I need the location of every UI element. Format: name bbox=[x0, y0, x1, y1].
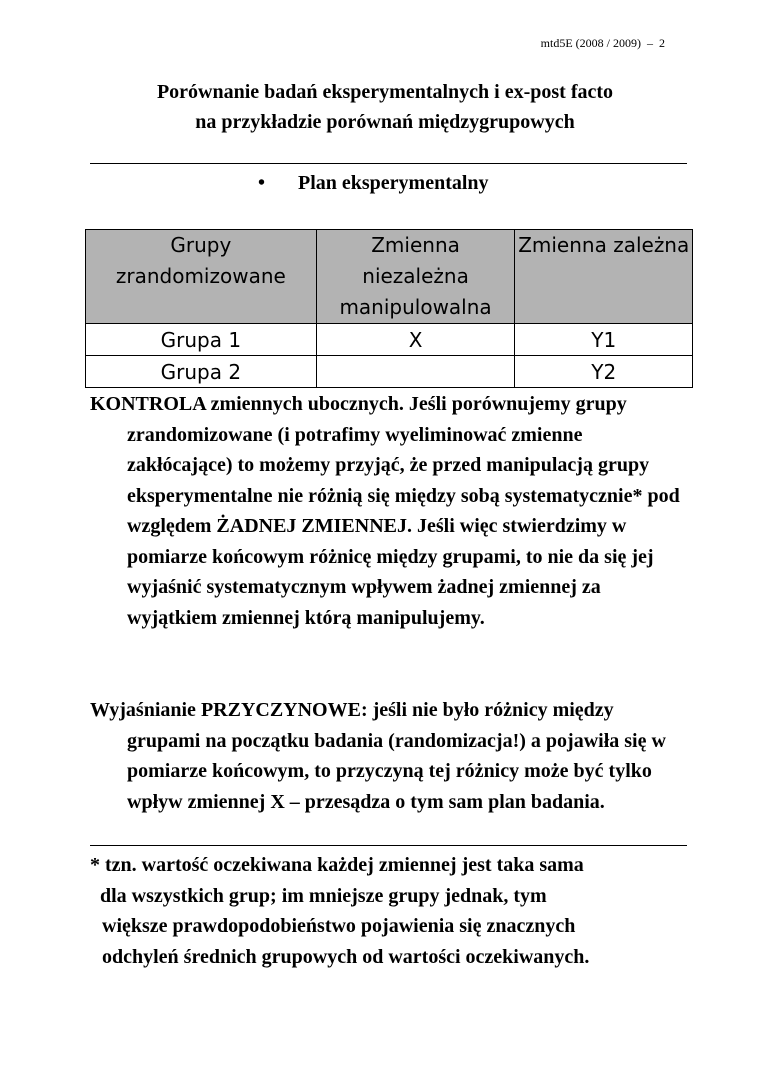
footnote-line-4: odchyleń średnich grupowych od wartości oczekiwanych. bbox=[102, 945, 590, 968]
divider-footnote bbox=[90, 845, 687, 846]
table-row bbox=[86, 356, 693, 388]
header-groups: Grupy zrandomizowane bbox=[86, 230, 317, 324]
causal-paragraph bbox=[90, 695, 690, 817]
header-independent-variable: Zmienna niezależna manipulowalna bbox=[316, 230, 515, 324]
experimental-plan-table bbox=[85, 229, 693, 388]
footnote-line-2: dla wszystkich grup; im mniejsze grupy jednak, tym bbox=[100, 884, 547, 907]
header-dependent-variable: Zmienna zależna bbox=[515, 230, 693, 324]
page-header bbox=[541, 36, 665, 51]
title-line-1: Porównanie badań eksperymentalnych i ex-post facto bbox=[156, 81, 614, 103]
control-paragraph bbox=[90, 389, 690, 633]
table-cell: X bbox=[316, 324, 515, 356]
table-cell bbox=[316, 356, 515, 388]
page-title bbox=[0, 77, 760, 137]
table-header-row bbox=[86, 230, 693, 324]
section-heading bbox=[258, 172, 489, 195]
causal-paragraph-text: Wyjaśnianie PRZYCZYNOWE: jeśli nie było różnicy między grupami na początku badania (randomizacja!) a pojawiła się w pomiarze końcowym, to przyczyną tej różnicy może być tylko wpływ zmiennej X – przesądza o tym sam plan badania. bbox=[90, 699, 666, 813]
footnote-line-1: * tzn. wartość oczekiwana każdej zmiennej jest taka sama bbox=[90, 854, 584, 876]
page-number: 2 bbox=[659, 36, 665, 50]
table-cell: Grupa 2 bbox=[86, 356, 317, 388]
table-row bbox=[86, 324, 693, 356]
footnote-line-3: większe prawdopodobieństwo pojawienia się znacznych bbox=[102, 915, 576, 937]
divider-top bbox=[90, 163, 687, 164]
control-paragraph-text: KONTROLA zmiennych ubocznych. Jeśli porównujemy grupy zrandomizowane (i potrafimy wyeliminować zmienne zakłócające) to możemy przyjąć, że przed manipulacją grupy eksperymentalne nie różnią się między sobą systematycznie* pod względem ŻADNEJ ZMIENNEJ. Jeśli więc stwierdzimy w pomiarze końcowym różnicę między grupami, to nie da się jej wyjaśnić systematycznym wpływem żadnej zmiennej za wyjątkiem zmiennej którą manipulujemy. bbox=[90, 393, 680, 629]
header-separator: – bbox=[647, 36, 653, 50]
table-cell: Grupa 1 bbox=[86, 324, 317, 356]
table-cell: Y2 bbox=[515, 356, 693, 388]
document-code: mtd5E (2008 / 2009) bbox=[540, 36, 641, 50]
footnote bbox=[90, 850, 690, 972]
table-cell: Y1 bbox=[515, 324, 693, 356]
title-line-2: na przykładzie porównań międzygrupowych bbox=[195, 111, 575, 133]
section-heading-text: Plan eksperymentalny bbox=[298, 172, 489, 194]
bullet-icon: • bbox=[258, 172, 266, 194]
